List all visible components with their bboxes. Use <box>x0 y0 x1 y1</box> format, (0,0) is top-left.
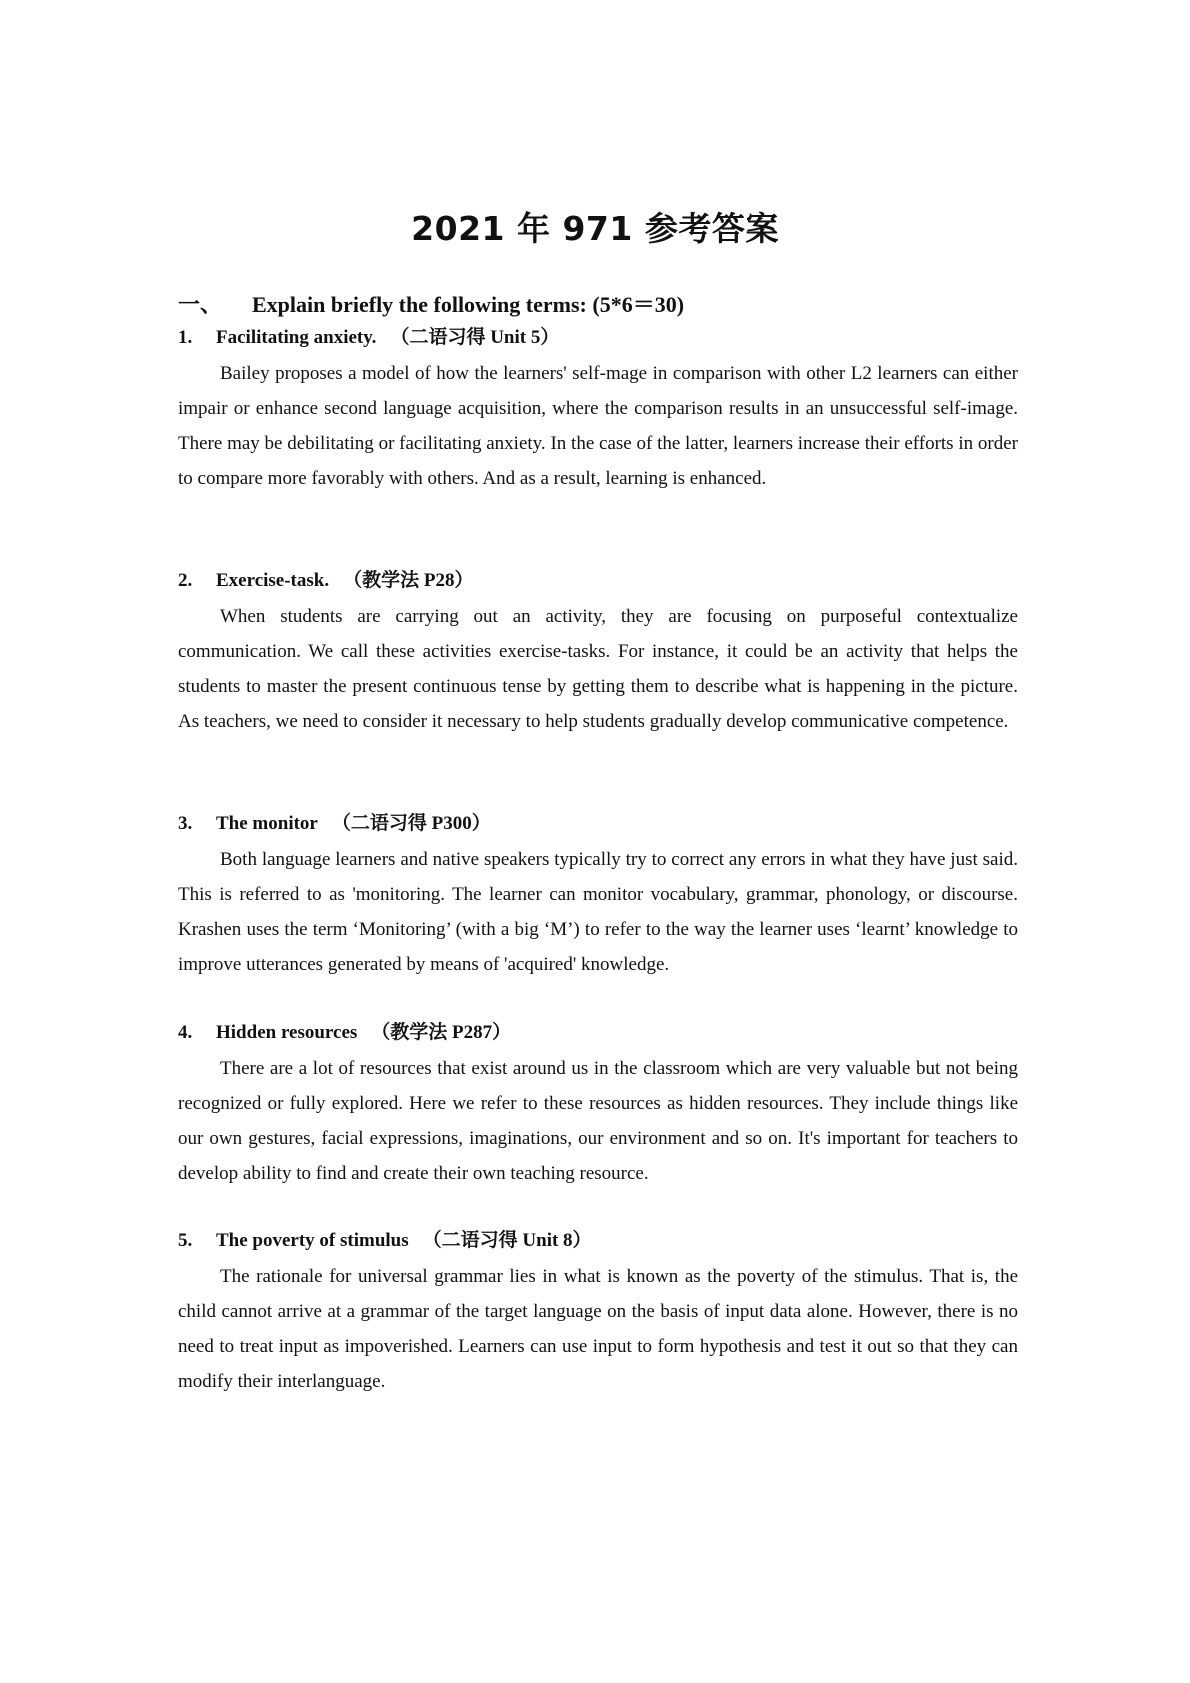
term-item-2 <box>178 563 1018 739</box>
term-definition: When students are carrying out an activity, they are focusing on purposeful contextualize communication. We call these activities exercise-tasks. For instance, it could be an activity that helps the students to master the present continuous tense by getting them to describe what is happening in the picture. As teachers, we need to consider it necessary to help students gradually develop communicative competence. <box>178 606 1018 732</box>
term-heading <box>178 1223 1018 1259</box>
term-heading <box>178 563 1018 599</box>
term-name: The monitor <box>216 813 318 834</box>
term-number: 5. <box>178 1230 193 1251</box>
term-name: Facilitating anxiety. <box>216 327 377 348</box>
term-definition: Bailey proposes a model of how the learners' self-mage in comparison with other L2 learners can either impair or enhance second language acquisition, where the comparison results in an unsuccessful self-image. There may be debilitating or facilitating anxiety. In the case of the latter, learners increase their efforts in order to compare more favorably with others. And as a result, learning is enhanced. <box>178 363 1018 489</box>
term-item-1 <box>178 320 1018 496</box>
term-heading <box>178 806 1018 842</box>
term-heading <box>178 1015 1018 1051</box>
term-source: （二语习得 P300） <box>331 813 491 834</box>
term-number: 2. <box>178 570 193 591</box>
term-source: （二语习得 Unit 8） <box>422 1230 592 1251</box>
term-name: The poverty of stimulus <box>216 1230 409 1251</box>
term-number: 3. <box>178 813 193 834</box>
term-definition: Both language learners and native speakers typically try to correct any errors in what they have just said. This is referred to as 'monitoring. The learner can monitor vocabulary, grammar, phonology, or discourse. Krashen uses the term ‘Monitoring’ (with a big ‘M’) to refer to the way the learner uses ‘learnt’ knowledge to improve utterances generated by means of 'acquired' knowledge. <box>178 849 1018 975</box>
term-definition: There are a lot of resources that exist around us in the classroom which are very valuable but not being recognized or fully explored. Here we refer to these resources as hidden resources. They include things like our own gestures, facial expressions, imaginations, our environment and so on. It's important for teachers to develop ability to find and create their own teaching resource. <box>178 1058 1018 1184</box>
term-source: （二语习得 Unit 5） <box>390 327 560 348</box>
term-number: 4. <box>178 1022 193 1043</box>
term-number: 1. <box>178 327 193 348</box>
term-definition: The rationale for universal grammar lies in what is known as the poverty of the stimulus. That is, the child cannot arrive at a grammar of the target language on the basis of input data alone. However, there is no need to treat input as impoverished. Learners can use input to form hypothesis and test it out so that they can modify their interlanguage. <box>178 1266 1018 1392</box>
term-name: Exercise-task. <box>216 570 330 591</box>
term-source: （教学法 P287） <box>371 1022 512 1043</box>
term-name: Hidden resources <box>216 1022 358 1043</box>
section-heading-text: Explain briefly the following terms: (5*6＝30) <box>252 292 685 317</box>
term-item-4 <box>178 1015 1018 1191</box>
section-number: 一、 <box>178 292 223 317</box>
term-heading <box>178 320 1018 356</box>
term-source: （教学法 P28） <box>343 570 474 591</box>
section-heading <box>178 288 684 319</box>
page-title: 2021 年 971 参考答案 <box>411 209 779 248</box>
term-item-5 <box>178 1223 1018 1399</box>
term-item-3 <box>178 806 1018 982</box>
